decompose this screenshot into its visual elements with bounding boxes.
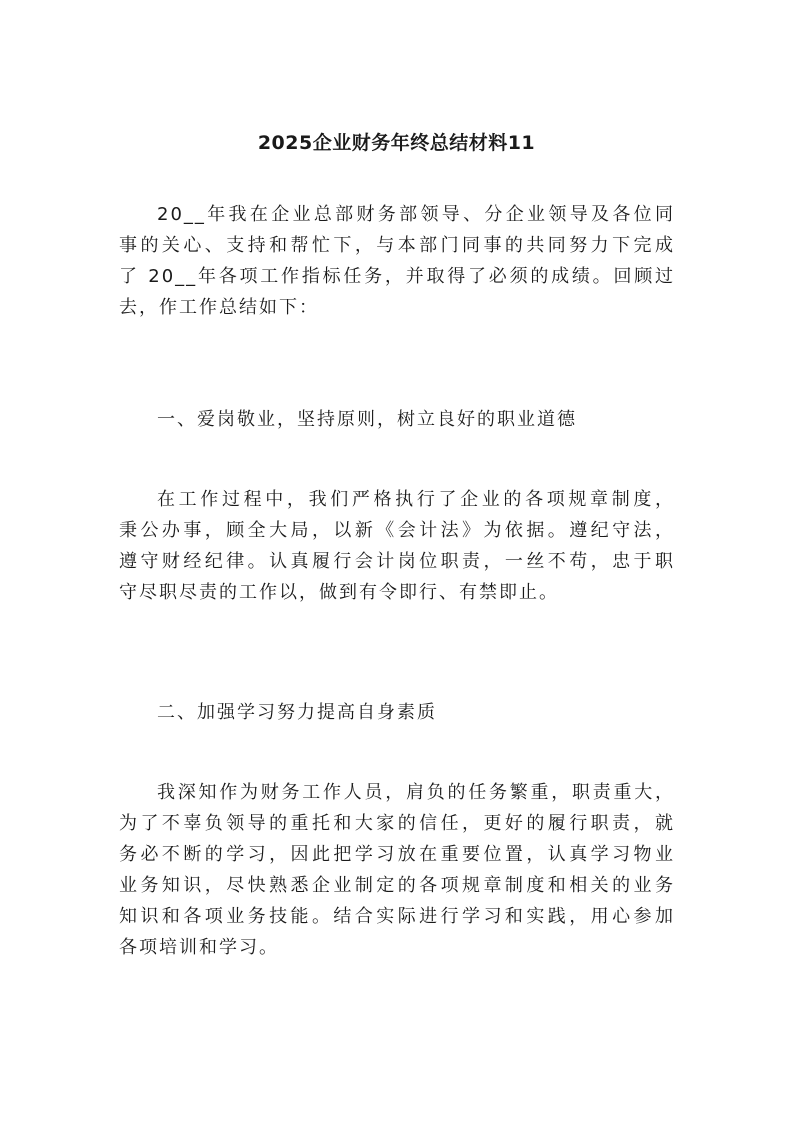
paragraph-line: 为了不辜负领导的重托和大家的信任，更好的履行职责，就 [119, 813, 675, 834]
section-2-paragraph [119, 777, 675, 963]
intro-paragraph [119, 199, 675, 323]
section-1-paragraph [119, 484, 675, 608]
paragraph-line: 事的关心、支持和帮忙下，与本部门同事的共同努力下完成 [119, 235, 675, 256]
paragraph-line: 业务知识，尽快熟悉企业制定的各项规章制度和相关的业务 [119, 875, 675, 896]
paragraph-line: 20__年我在企业总部财务部领导、分企业领导及各位同 [157, 204, 675, 225]
paragraph-line: 我深知作为财务工作人员，肩负的任务繁重，职责重大， [157, 782, 675, 803]
paragraph-line: 了 20__年各项工作指标任务，并取得了必须的成绩。回顾过 [119, 266, 675, 287]
section-heading-1: 一、爱岗敬业，坚持原则，树立良好的职业道德 [157, 409, 577, 430]
document-title: 2025企业财务年终总结材料11 [257, 132, 536, 154]
paragraph-line: 遵守财经纪律。认真履行会计岗位职责，一丝不苟，忠于职 [119, 551, 675, 572]
paragraph-line: 在工作过程中，我们严格执行了企业的各项规章制度， [157, 489, 675, 510]
paragraph-line: 去，作工作总结如下： [119, 297, 319, 318]
paragraph-line: 各项培训和学习。 [119, 937, 279, 958]
paragraph-line: 守尽职尽责的工作以，做到有令即行、有禁即止。 [119, 582, 559, 603]
section-heading-2: 二、加强学习努力提高自身素质 [157, 702, 437, 723]
paragraph-line: 务必不断的学习，因此把学习放在重要位置，认真学习物业 [119, 844, 675, 865]
paragraph-line: 知识和各项业务技能。结合实际进行学习和实践，用心参加 [119, 906, 675, 927]
paragraph-line: 秉公办事，顾全大局，以新《会计法》为依据。遵纪守法， [119, 520, 675, 541]
